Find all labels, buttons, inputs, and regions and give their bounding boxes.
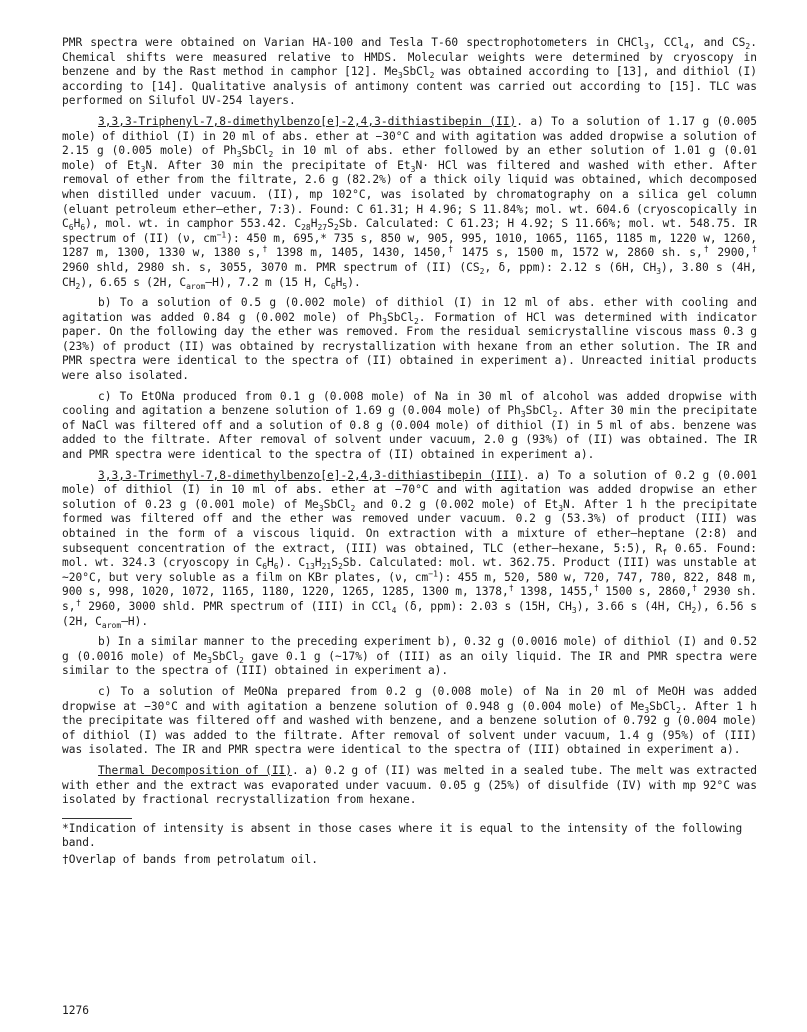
subscript: 28 [301, 223, 311, 233]
footnote-asterisk: *Indication of intensity is absent in those cases where it is equal to the intensity of the following band. [62, 821, 743, 850]
text-run: —H). [121, 614, 149, 628]
subscript: 3 [520, 410, 526, 420]
footnote-dagger: †Overlap of bands from petrolatum oil. [62, 852, 318, 866]
subscript: 6 [80, 223, 86, 233]
body-text [62, 36, 757, 808]
text-run: —H), 7.2 m (15 H, C [205, 275, 331, 289]
paragraph [62, 685, 757, 758]
page-body [62, 36, 757, 869]
subscript: 2 [479, 267, 485, 277]
text-run: 2960 shld, 2980 sh. s, 3055, 3070 m. PMR spectrum of (II) (CS [62, 260, 480, 274]
subscript: 3 [318, 504, 324, 514]
subscript: 2 [350, 504, 356, 514]
subscript: 2 [268, 150, 274, 160]
text-run: H [73, 217, 81, 231]
subscript: 2 [333, 223, 339, 233]
text-run: b) To a solution of 0.5 g (0.002 mole) of dithiol (I) in 12 ml of abs. ether with cooling and agitation was added 0.84 g (0.002 mole) of Ph [62, 296, 757, 324]
text-run: ), 3.66 s (4H, CH [576, 599, 692, 613]
text-run: . After 30 min the precipitate of NaCl was filtered off and a solution of 0.8 g (0.004 mole) of dithiol (I) in 5 ml of abs. benzene was added to the filtrate. After removal of solvent under vacuum, 2.0 g (93%) of (II) was obtained. The IR and PMR spectra were identical to the spectra of (II) obtained in experiment a). [62, 404, 757, 462]
subscript: 13 [305, 562, 315, 572]
text-run: SbCl [241, 144, 269, 158]
text-run: in 10 ml of abs. ether followed by an ether solution of 1.01 g (0.01 mole) of Et [62, 144, 757, 172]
text-run: SbCl [323, 497, 351, 511]
superscript: † [751, 244, 757, 254]
text-run: . a) 0.2 g of (II) was melted in a sealed tube. The melt was extracted with ether and the extract was evaporated under vacuum. 0.05 g (25%) of disulfide (IV) with mp 92°C was isolated by fractional recrystallization from hexane. [62, 763, 758, 807]
subscript: 3 [644, 705, 650, 715]
section-heading: Thermal Decomposition of (II) [98, 763, 293, 777]
superscript: † [692, 583, 698, 593]
text-run: ), 3.80 s (4H, CH [62, 260, 758, 289]
text-run: N. After 30 min the precipitate of Et [145, 158, 411, 172]
subscript: 3 [382, 316, 387, 326]
subscript: 2 [413, 316, 419, 326]
subscript: 3 [656, 267, 662, 277]
text-run: . Formation of HCl was determined with indicator paper. On the following day the ether was removed. From the residual semicrystalline viscous mass 0.3 g (23%) of product (II) was obtained by recrystallization with hexane from an ether solution. The IR and PMR spectra were identical to the spectra of (II) obtained in experiment a). Unreacted initial products were also isolated. [62, 310, 757, 383]
superscript: † [261, 244, 269, 254]
text-run: gave 0.1 g (~17%) of (III) as an oily liquid. The IR and PMR spectra were similar to the spectra of (III) obtained in experiment a). [62, 649, 757, 678]
text-run: , CCl [648, 36, 684, 49]
text-run: ), 6.65 s (2H, C [80, 275, 187, 289]
subscript: 5 [342, 281, 348, 291]
text-run: 1500 s, 2860, [598, 585, 693, 599]
subscript: 2 [676, 705, 681, 715]
subscript: arom [186, 281, 206, 291]
subscript: 6 [330, 281, 336, 291]
subscript: f [662, 547, 667, 557]
subscript: 3 [140, 164, 146, 174]
text-run: H [310, 217, 318, 231]
subscript: arom [101, 620, 122, 630]
subscript: 4 [683, 42, 689, 52]
paragraph [62, 296, 757, 384]
text-run: SbCl [402, 65, 430, 79]
text-run: S [327, 217, 334, 231]
text-run: and 0.2 g (0.002 mole) of Et [355, 497, 559, 511]
text-run: ), 6.56 s (2H, C [62, 599, 757, 628]
text-run: SbCl [386, 310, 414, 324]
paragraph [62, 469, 757, 630]
text-run: ). C [278, 556, 306, 570]
text-run: 2900, [709, 246, 751, 260]
text-run: . Chemical shifts were measured relative to HMDS. Molecular weights were determined by cryoscopy in benzene and by the Rast method in camphor [12]. Me [62, 36, 757, 79]
paragraph [62, 115, 757, 290]
subscript: 2 [238, 655, 244, 665]
text-run: 1398 m, 1405, 1430, 1450, [268, 246, 448, 260]
text-run: H [335, 275, 343, 289]
section-heading: 3,3,3-Trimethyl-7,8-dimethylbenzo[e]-2,4,3-dithiastibepin (III) [98, 468, 523, 482]
subscript: 3 [410, 164, 416, 174]
subscript: 2 [337, 562, 343, 572]
superscript: † [447, 244, 455, 254]
text-run: ), mol. wt. in camphor 553.42. C [85, 217, 302, 231]
text-run: 0.65. Found: mol. wt. 324.3 (cryoscopy in C [62, 541, 758, 570]
text-run: c) To EtONa produced from 0.1 g (0.008 mole) of Na in 30 ml of alcohol was added dropwise with cooling and agitation a benzene solution of 1.69 g (0.004 mole) of Ph [62, 389, 757, 418]
superscript: −1 [428, 569, 438, 579]
footnote-rule [62, 818, 132, 819]
text-run: . a) To a solution of 0.2 g (0.001 mole) of dithiol (I) in 10 ml of abs. ether at −70°C and with agitation was added dropwise an ether solution of 0.23 g (0.001 mole) of Me [62, 468, 757, 511]
text-run: SbCl [649, 699, 677, 713]
subscript: 21 [321, 562, 332, 572]
text-run: b) In a similar manner to the preceding experiment b), 0.32 g (0.0016 mole) of dithiol (I) and 0.52 g (0.0016 mole) of Me [62, 635, 757, 663]
subscript: 3 [207, 655, 212, 665]
superscript: † [75, 598, 82, 608]
superscript: † [508, 583, 514, 593]
text-run: . a) To a solution of 1.17 g (0.005 mole) of dithiol (I) in 20 ml of abs. ether at −30°C and with agitation was added dropwise a solution of 2.15 g (0.005 mole) of Ph [62, 114, 757, 158]
text-run: 2930 sh. s, [62, 585, 757, 613]
text-run: 2960, 3000 shld. PMR spectrum of (III) in CCl [81, 599, 392, 613]
subscript: 3 [644, 42, 649, 52]
text-run: c) To a solution of MeONa prepared from 0.2 g (0.008 mole) of Na in 20 ml of MeOH was added dropwise at −30°C and with agitation a benzene solution of 0.948 g (0.004 mole) of Me [62, 684, 757, 713]
superscript: † [593, 583, 599, 593]
subscript: 27 [317, 223, 328, 233]
paragraph [62, 764, 757, 808]
text-run: S [331, 556, 338, 570]
paragraph [62, 36, 757, 109]
text-run: Sb. Calculated: C 61.23; H 4.92; S 11.66%; mol. wt. 548.75. IR spectrum of (II) (ν, cm [62, 217, 757, 245]
superscript: −1 [216, 229, 227, 239]
text-run: , and CS [688, 36, 746, 49]
subscript: 6 [68, 223, 74, 233]
text-run: ). [347, 275, 361, 289]
subscript: 6 [273, 562, 279, 572]
text-run: H [314, 556, 322, 570]
superscript: † [702, 244, 710, 254]
section-heading: 3,3,3-Triphenyl-7,8-dimethylbenzo[e]-2,4,3-dithiastibepin (II) [98, 114, 517, 128]
subscript: 2 [552, 410, 558, 420]
text-run: . After 1 h the precipitate was filtered off and washed with benzene, and a benzene solution of 0.792 g (0.004 mole) of dithiol (I) was added to the filtrate. After removal of solvent under vacuum, 1.4 g (95%) of (III) was isolated. The IR and PMR spectra were identical to the spectra of (III) obtained in experiment a). [62, 699, 758, 757]
text-run: ): 450 m, 695,* 735 s, 850 w, 905, 995, 1010, 1065, 1165, 1185 m, 1220 w, 1260, 1287 m, 1300, 1330 w, 1380 s, [62, 231, 757, 260]
subscript: 6 [262, 562, 268, 572]
text-run: 1475 s, 1500 m, 1572 w, 2860 sh. s, [454, 246, 703, 260]
subscript: 3 [558, 504, 564, 514]
subscript: 3 [571, 606, 577, 616]
paragraph [62, 390, 757, 463]
text-run: Sb. Calculated: mol. wt. 362.75. Product (III) was unstable at ~20°C, but very soluble as a film on KBr plates, (ν, cm [62, 556, 757, 584]
subscript: 3 [397, 71, 403, 81]
page-number: 1276 [62, 1004, 89, 1017]
text-run: N. After 1 h the precipitate formed was filtered off and the ether was removed under vacuum. 0.2 g (53.3%) of product (III) was obtained in the form of a viscous liquid. On extraction with a mixture of ether—heptane (2:8) and subsequent concentration of the extract, (III) was obtained, TLC (ether—hexane, 5:5), R [62, 497, 758, 555]
text-run: H [267, 556, 274, 570]
text-run: ): 455 m, 520, 580 w, 720, 747, 780, 822, 848 m, 900 s, 998, 1020, 1072, 1165, 1180, 1220, 1265, 1285, 1300 m, 1378, [62, 570, 757, 599]
text-run: 1398, 1455, [513, 585, 594, 599]
text-run: , δ, ppm): 2.12 s (6H, CH [484, 260, 657, 274]
subscript: 2 [691, 606, 697, 616]
text-run: SbCl [525, 404, 553, 418]
paragraph [62, 635, 757, 679]
text-run: was obtained according to [13], and dithiol (I) according to [14]. Qualitative analysis of antimony content was carried out according to [15]. TLC was performed on Silufol UV-254 layers. [62, 65, 757, 108]
subscript: 3 [236, 150, 242, 160]
subscript: 4 [391, 606, 397, 616]
subscript: 2 [75, 281, 81, 291]
subscript: 2 [745, 42, 751, 52]
text-run: (δ, ppm): 2.03 s (15H, CH [396, 599, 572, 613]
text-run: N· HCl was filtered and washed with ether. After removal of ether from the filtrate, 2.6 g (82.2%) of a thick oily liquid was obtained, which decomposed when distilled under vacuum. (II), mp 102°C, was isolated by chromatography on a silica gel column (eluant petroleum ether—ether, 7:3). Found: C 61.31; H 4.96; S 11.84%; mol. wt. 604.6 (cryoscopically in C [62, 158, 757, 231]
text-run: SbCl [211, 649, 239, 663]
text-run: PMR spectra were obtained on Varian HA-100 and Tesla T-60 spectrophotometers in CHCl [62, 36, 645, 49]
subscript: 2 [429, 71, 435, 81]
